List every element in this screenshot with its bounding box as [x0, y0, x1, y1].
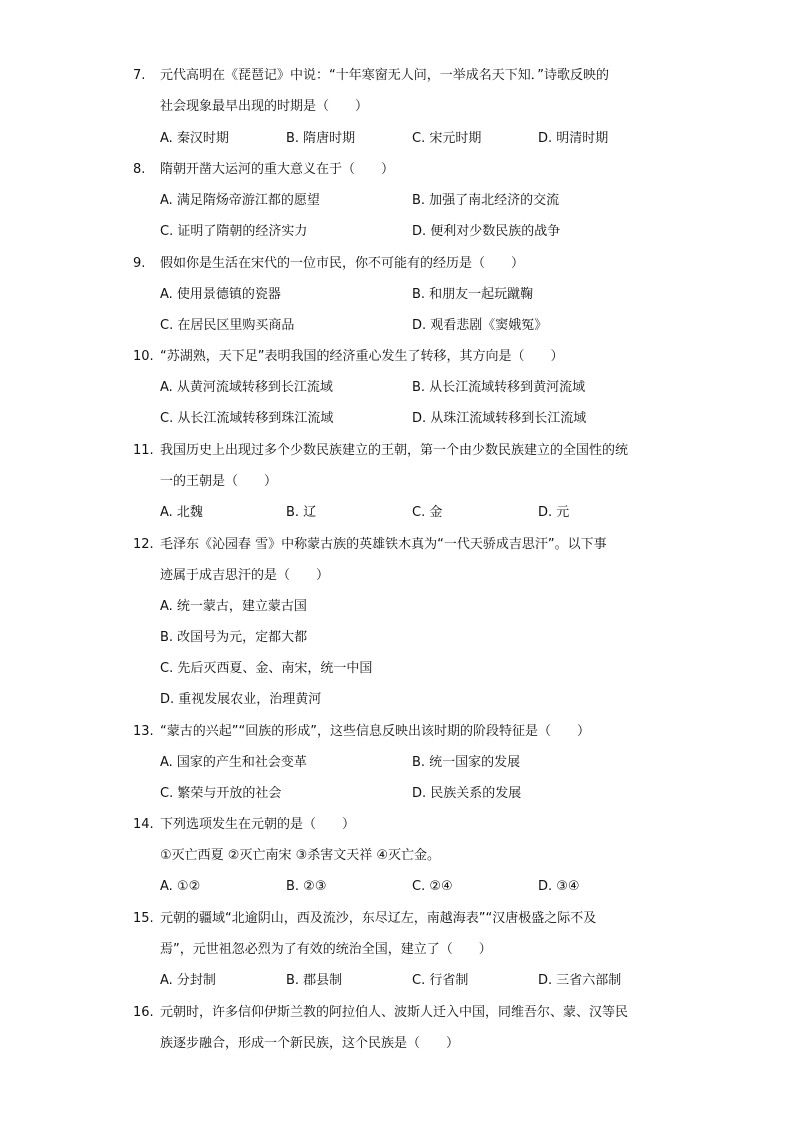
question-stem-line: 隋朝开凿大运河的重大意义在于（ ） — [160, 162, 395, 177]
option-b: B. 郡县制 — [286, 973, 343, 988]
question-stem-line: 焉”，元世祖忽必烈为了有效的统治全国，建立了（ ） — [160, 942, 492, 957]
option-c: C. 在居民区里购买商品 — [160, 318, 295, 333]
question-number: 15. — [133, 911, 154, 926]
option-c: C. 金 — [412, 505, 443, 520]
option-b: B. 隋唐时期 — [286, 131, 356, 146]
option-d: D. 民族关系的发展 — [412, 786, 522, 801]
question-number: 13. — [133, 724, 154, 739]
option-b: B. 从长江流域转移到黄河流域 — [412, 380, 586, 395]
question-number: 16. — [133, 1005, 154, 1020]
option-c: C. 先后灭西夏、金、南宋，统一中国 — [160, 661, 373, 676]
question-number: 9. — [133, 256, 146, 271]
question-stem-line: “苏湖熟，天下足”表明我国的经济重心发生了转移，其方向是（ ） — [160, 349, 564, 364]
question-number: 7. — [133, 68, 146, 83]
option-d: D. 便利对少数民族的战争 — [412, 224, 561, 239]
option-d: D. 三省六部制 — [538, 973, 622, 988]
option-c: C. 繁荣与开放的社会 — [160, 786, 282, 801]
option-c: C. 从长江流域转移到珠江流域 — [160, 411, 334, 426]
question-stem-line: ①灭亡西夏 ②灭亡南宋 ③杀害文天祥 ④灭亡金。 — [160, 848, 441, 863]
question-number: 11. — [133, 443, 154, 458]
question-stem-line: 迹属于成吉思汗的是（ ） — [160, 568, 330, 583]
option-d: D. 重视发展农业，治理黄河 — [160, 692, 322, 707]
option-a: A. 分封制 — [160, 973, 216, 988]
option-d: D. 明清时期 — [538, 131, 609, 146]
question-stem-line: 我国历史上出现过多个少数民族建立的王朝，第一个由少数民族建立的全国性的统 — [160, 443, 629, 458]
option-a: A. 秦汉时期 — [160, 131, 229, 146]
option-d: D. 从珠江流域转移到长江流域 — [412, 411, 587, 426]
option-a: A. 统一蒙古，建立蒙古国 — [160, 599, 307, 614]
question-stem-line: 元代高明在《琵琶记》中说：“十年寒窗无人问，一举成名天下知．”诗歌反映的 — [160, 68, 609, 83]
question-stem-line: 族逐步融合，形成一个新民族，这个民族是（ ） — [160, 1036, 460, 1051]
question-stem-line: 一的王朝是（ ） — [160, 474, 278, 489]
option-d: D. ③④ — [538, 879, 580, 894]
question-number: 14. — [133, 817, 154, 832]
question-stem-line: 毛泽东《沁园春 雪》中称蒙古族的英雄铁木真为“一代天骄成吉思汗”。以下事 — [160, 537, 607, 552]
option-b: B. 加强了南北经济的交流 — [412, 193, 560, 208]
question-stem-line: 元朝的疆域“北逾阴山，西及流沙，东尽辽左，南越海表”“汉唐极盛之际不及 — [160, 911, 597, 926]
option-a: A. 满足隋炀帝游江都的愿望 — [160, 193, 320, 208]
option-a: A. ①② — [160, 879, 201, 894]
option-b: B. 和朋友一起玩蹴鞠 — [412, 287, 534, 302]
question-stem-line: 社会现象最早出现的时期是（ ） — [160, 99, 369, 114]
option-d: D. 观看悲剧《窦娥冤》 — [412, 318, 548, 333]
question-stem-line: “蒙古的兴起”“回族的形成”，这些信息反映出该时期的阶段特征是（ ） — [160, 724, 590, 739]
question-number: 12. — [133, 537, 154, 552]
question-stem-line: 假如你是生活在宋代的一位市民，你不可能有的经历是（ ） — [160, 256, 525, 271]
question-stem-line: 元朝时，许多信仰伊斯兰教的阿拉伯人、波斯人迁入中国，同维吾尔、蒙、汉等民 — [160, 1005, 629, 1020]
question-number: 10. — [133, 349, 154, 364]
question-stem-line: 下列选项发生在元朝的是（ ） — [160, 817, 356, 832]
option-a: A. 北魏 — [160, 505, 203, 520]
question-number: 8. — [133, 162, 146, 177]
option-c: C. 证明了隋朝的经济实力 — [160, 224, 308, 239]
option-c: C. 行省制 — [412, 973, 469, 988]
option-a: A. 国家的产生和社会变革 — [160, 755, 307, 770]
option-c: C. 宋元时期 — [412, 131, 482, 146]
option-b: B. 改国号为元，定都大都 — [160, 630, 308, 645]
option-b: B. 辽 — [286, 505, 317, 520]
option-a: A. 从黄河流域转移到长江流域 — [160, 380, 333, 395]
option-d: D. 元 — [538, 505, 570, 520]
option-c: C. ②④ — [412, 879, 453, 894]
option-b: B. 统一国家的发展 — [412, 755, 521, 770]
option-a: A. 使用景德镇的瓷器 — [160, 287, 281, 302]
option-b: B. ②③ — [286, 879, 327, 894]
